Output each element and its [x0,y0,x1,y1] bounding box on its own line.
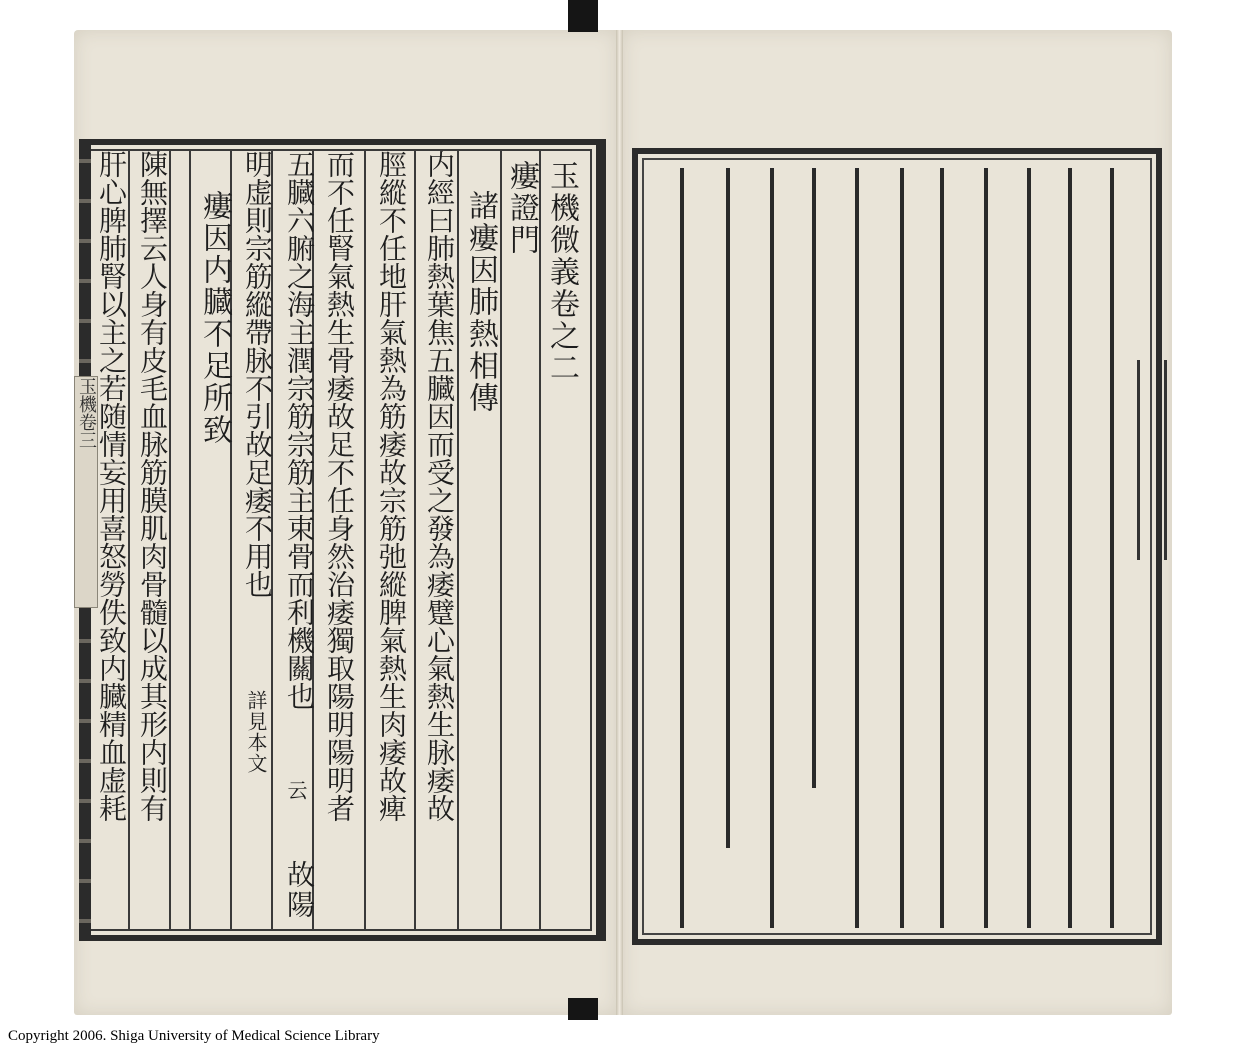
bookmark-ribbon-bottom [568,998,598,1020]
text-column-8: 明虚則宗筋縱帶脉不引故足痿不用也 [241,150,274,598]
text-column-4: 内經曰肺熱葉焦五臓因而受之發為痿躄心氣熱生脉痿故 [423,150,456,822]
text-column-7-end: 故陽 [283,860,316,920]
text-column-7: 五臓六腑之海主潤宗筋宗筋主束骨而利機關也 [283,150,316,710]
text-column-9: 瘻因内臓不足所致 [197,190,232,446]
right-fold-mark [1137,360,1167,560]
text-column-5: 脛縱不任地肝氣熱為筋痿故宗筋弛縱脾氣熱生肉痿故痺 [375,150,408,822]
text-column-7-note: 云 [284,780,308,801]
text-column-8-note: 詳見本文 [244,690,268,774]
fold-tab-label: 玉機卷三 [74,376,98,608]
book-gutter [616,30,623,1015]
text-column-2: 瘻證門 [504,160,539,256]
text-column-1: 玉機微義卷之二 [544,160,579,384]
text-column-11: 肝心脾肺腎以主之若随情妄用喜怒勞佚致内臓精血虚耗 [95,150,128,822]
bookmark-ribbon-top [568,0,598,32]
text-column-6: 而不任腎氣熱生骨痿故足不任身然治痿獨取陽明陽明者 [323,150,356,822]
text-column-10: 陳無擇云人身有皮毛血脉筋膜肌肉骨髓以成其形内則有 [136,150,169,822]
right-woodblock-frame [632,148,1162,945]
copyright-notice: Copyright 2006. Shiga University of Medical Science Library [8,1028,380,1044]
text-column-3: 諸瘻因肺熱相傳 [463,190,498,414]
